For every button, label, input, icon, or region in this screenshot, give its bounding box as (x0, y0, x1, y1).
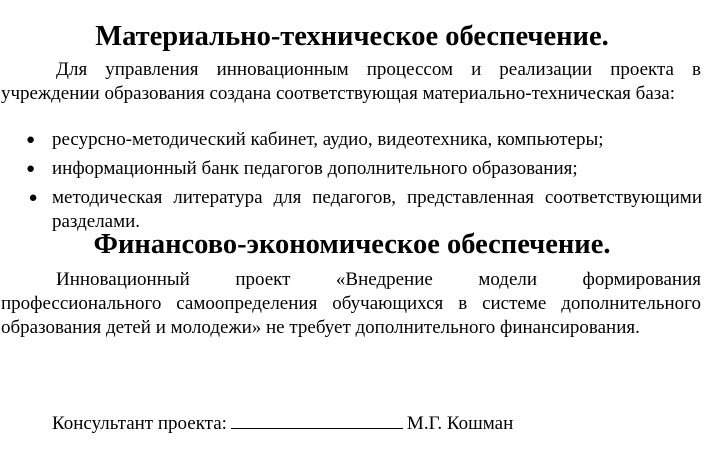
bullet-icon: ● (28, 190, 38, 206)
signature-blank (231, 408, 403, 429)
bullet-icon: ● (26, 132, 36, 148)
section-heading-material: Материально-техническое обеспечение. (95, 21, 609, 52)
list-item-text: ресурсно-методический кабинет, аудио, видеотехника, компьютеры; (52, 129, 604, 150)
signature-line (52, 408, 513, 436)
list-item (0, 128, 702, 152)
list-item-text: методическая литература для педагогов, представленная соответствующими разделами. (52, 187, 702, 232)
bullet-icon: ● (26, 161, 36, 177)
list-item (0, 157, 702, 181)
list-item (0, 186, 702, 234)
paragraph-financial: Инновационный проект «Внедрение модели формирования профессионального самоопределения обучающихся в системе дополнительного образования детей и молодежи» не требует дополнительного финансирования. (1, 269, 701, 338)
signature-name: М.Г. Кошман (406, 413, 514, 434)
section-heading-financial: Финансово-экономическое обеспечение. (93, 229, 611, 260)
paragraph-material-intro: Для управления инновационным процессом и реализации проекта в учреждении образования создана соответствующая материально-техническая база: (1, 59, 701, 104)
signature-label: Консультант проекта: (52, 413, 227, 434)
material-base-list (0, 128, 704, 239)
list-item-text: информационный банк педагогов дополнительного образования; (52, 158, 578, 179)
